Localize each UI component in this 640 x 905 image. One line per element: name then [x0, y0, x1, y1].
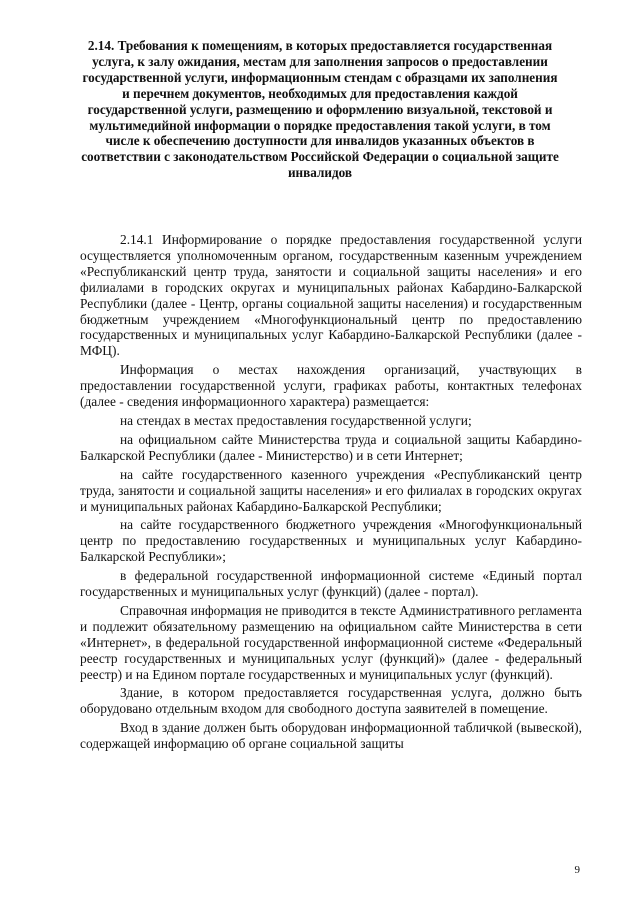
- paragraph: на стендах в местах предоставления государственной услуги;: [120, 412, 472, 428]
- paragraph: 2.14.1 Информирование о порядке предоставления государственной услуги осуществляется уполномоченным органом, государственным казенным учреждением «Республиканский центр труда, занятости и социальной защиты населения» и его филиалами в городских округах и муниципальных районах Кабардино-Балкарской Республики (далее - Центр, органы социальной защиты населения) и государственным бюджетным учреждением «Многофункциональный центр по предоставлению государственных и муниципальных услуг Кабардино-Балкарской Республики (далее - МФЦ).: [80, 232, 582, 359]
- paragraph: на сайте государственного бюджетного учреждения «Многофункциональный центр по предоставлению государственных и муниципальных услуг Кабардино-Балкарской Республики»;: [80, 517, 582, 565]
- section-heading: 2.14. Требования к помещениям, в которых предоставляется государственная услуга, к залу ожидания, местам для заполнения запросов о предоставлении государственной услуги, информационным стендам с образцами их заполнения и перечнем документов, необходимых для предоставления каждой государственной услуги, размещению и оформлению визуальной, текстовой и мультимедийной информации о порядке предоставления такой услуги, в том числе к обеспечению доступности для инвалидов указанных объектов в соответствии с законодательством Российской Федерации о социальной защите инвалидов: [81, 38, 559, 181]
- paragraph: Информация о местах нахождения организаций, участвующих в предоставлении государственной услуги, графиках работы, контактных телефонах (далее - сведения информационного характера) размещается:: [80, 362, 582, 410]
- document-body: [80, 232, 582, 755]
- paragraph: в федеральной государственной информационной системе «Единый портал государственных и муниципальных услуг (функций) (далее - портал).: [80, 568, 582, 600]
- page-number: 9: [574, 864, 580, 876]
- paragraph: Здание, в котором предоставляется государственная услуга, должно быть оборудовано отдельным входом для свободного доступа заявителей в помещение.: [80, 685, 582, 717]
- paragraph: на официальном сайте Министерства труда и социальной защиты Кабардино-Балкарской Республики (далее - Министерство) и в сети Интернет;: [80, 431, 582, 463]
- paragraph: Справочная информация не приводится в тексте Административного регламента и подлежит обязательному размещению на официальном сайте Министерства в сети «Интернет», в федеральной государственной информационной системе «Федеральный реестр государственных и муниципальных услуг (функций)» (далее - федеральный реестр) и на Едином портале государственных и муниципальных услуг (функций).: [80, 602, 582, 682]
- paragraph: на сайте государственного казенного учреждения «Республиканский центр труда, занятости и социальной защиты населения» и его филиалах в городских округах и муниципальных районах Кабардино-Балкарской Республики;: [80, 466, 582, 514]
- paragraph: Вход в здание должен быть оборудован информационной табличкой (вывеской), содержащей информацию об органе социальной защиты: [80, 720, 582, 752]
